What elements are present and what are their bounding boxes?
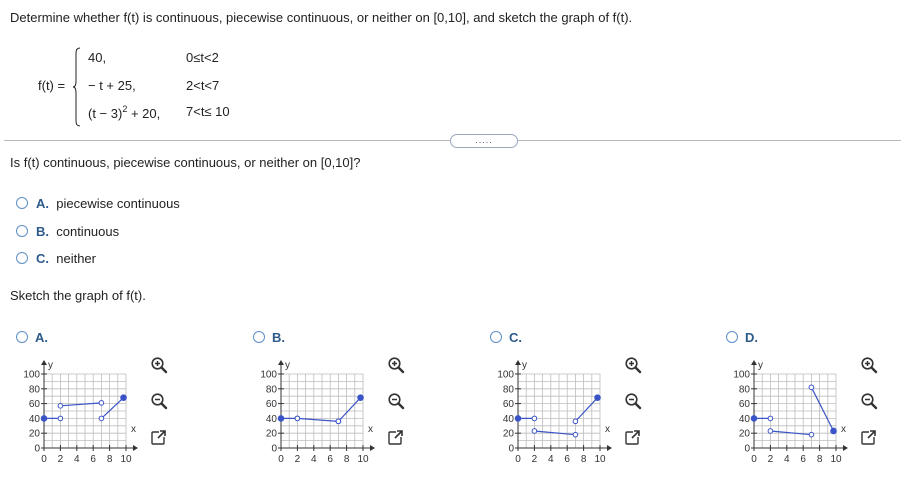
y-axis-arrow bbox=[278, 360, 284, 365]
y-tick-label: 0 bbox=[34, 443, 40, 455]
piece-1-expr: 40, bbox=[88, 50, 107, 65]
grid bbox=[518, 374, 600, 448]
series-line bbox=[338, 398, 360, 422]
zoom-in-icon-d[interactable] bbox=[860, 356, 878, 374]
x-tick-label: 2 bbox=[767, 454, 774, 465]
part1-question: Is f(t) continuous, piecewise continuous, or neither on [0,10]? bbox=[10, 155, 361, 170]
open-endpoint bbox=[532, 416, 537, 421]
expand-icon-d[interactable] bbox=[860, 428, 878, 446]
x-tick-label: 2 bbox=[294, 454, 301, 465]
graph-option-a bbox=[20, 350, 160, 470]
x-tick-label: 2 bbox=[531, 454, 538, 465]
open-endpoint bbox=[99, 416, 104, 421]
y-tick-label: 60 bbox=[28, 399, 40, 411]
x-tick-label: 10 bbox=[120, 454, 132, 465]
x-tick-label: 2 bbox=[57, 454, 64, 465]
x-tick-label: 10 bbox=[830, 454, 842, 465]
y-tick-label: 20 bbox=[28, 428, 40, 440]
open-endpoint bbox=[58, 404, 63, 409]
y-tick-label: 80 bbox=[502, 384, 514, 396]
piece-3-condition: 7<t≤ 10 bbox=[186, 104, 230, 119]
x-axis-label: x bbox=[368, 424, 373, 435]
y-tick-label: 40 bbox=[28, 413, 40, 425]
y-tick-label: 20 bbox=[265, 428, 277, 440]
expand-button[interactable]: ..... bbox=[450, 134, 518, 148]
y-tick-label: 100 bbox=[23, 369, 40, 381]
series-2 bbox=[58, 401, 104, 409]
open-endpoint bbox=[573, 419, 578, 424]
y-axis-arrow bbox=[515, 360, 521, 365]
question-prompt: Determine whether f(t) is continuous, piecewise continuous, or neither on [0,10], and sketch the graph of f(t). bbox=[10, 10, 633, 25]
y-axis-arrow bbox=[751, 360, 757, 365]
x-axis-label: x bbox=[841, 424, 846, 435]
series-line bbox=[575, 398, 597, 422]
y-tick-label: 60 bbox=[265, 399, 277, 411]
left-brace bbox=[73, 47, 81, 127]
series-2 bbox=[295, 416, 341, 424]
x-tick-label: 6 bbox=[327, 454, 333, 465]
open-endpoint bbox=[809, 385, 814, 390]
expand-icon-b[interactable] bbox=[387, 428, 405, 446]
series-line bbox=[297, 418, 338, 421]
x-tick-label: 8 bbox=[343, 454, 350, 465]
x-axis-label: x bbox=[605, 424, 610, 435]
y-tick-label: 100 bbox=[260, 369, 277, 381]
open-endpoint bbox=[768, 416, 773, 421]
y-axis-label: y bbox=[285, 360, 290, 371]
expand-icon-a[interactable] bbox=[150, 428, 168, 446]
radio-part1-a[interactable] bbox=[16, 197, 28, 209]
y-axis-label: y bbox=[48, 360, 53, 371]
series-3 bbox=[99, 395, 126, 421]
open-endpoint bbox=[809, 432, 814, 437]
open-endpoint bbox=[99, 401, 104, 406]
x-axis-arrow bbox=[607, 445, 612, 451]
x-tick-label: 0 bbox=[751, 454, 757, 465]
y-tick-label: 60 bbox=[738, 399, 750, 411]
open-endpoint bbox=[336, 419, 341, 424]
zoom-out-icon-d[interactable] bbox=[860, 392, 878, 410]
y-axis-label: y bbox=[522, 360, 527, 371]
x-axis-arrow bbox=[133, 445, 138, 451]
zoom-in-icon-c[interactable] bbox=[624, 356, 642, 374]
y-tick-label: 100 bbox=[733, 369, 750, 381]
y-tick-label: 100 bbox=[497, 369, 514, 381]
y-tick-label: 80 bbox=[738, 384, 750, 396]
closed-endpoint bbox=[121, 395, 127, 401]
radio-part2-c[interactable] bbox=[490, 331, 502, 343]
x-tick-label: 6 bbox=[800, 454, 806, 465]
part2-option-a-label[interactable]: A. bbox=[35, 330, 48, 345]
x-axis-arrow bbox=[843, 445, 848, 451]
y-tick-label: 20 bbox=[502, 428, 514, 440]
piece-1-condition: 0≤t<2 bbox=[186, 50, 219, 65]
series-3 bbox=[809, 385, 836, 434]
x-tick-label: 10 bbox=[594, 454, 606, 465]
radio-part2-b[interactable] bbox=[253, 331, 265, 343]
series-line bbox=[811, 387, 833, 431]
zoom-out-icon-c[interactable] bbox=[624, 392, 642, 410]
y-tick-label: 40 bbox=[738, 413, 750, 425]
x-tick-label: 0 bbox=[41, 454, 47, 465]
graph-option-c bbox=[494, 350, 634, 470]
closed-endpoint bbox=[358, 395, 364, 401]
x-tick-label: 4 bbox=[74, 454, 80, 465]
expand-icon-c[interactable] bbox=[624, 428, 642, 446]
zoom-in-icon-a[interactable] bbox=[150, 356, 168, 374]
y-tick-label: 0 bbox=[271, 443, 277, 455]
radio-part1-b[interactable] bbox=[16, 225, 28, 237]
function-label: f(t) = bbox=[38, 78, 66, 93]
x-tick-label: 8 bbox=[106, 454, 113, 465]
open-endpoint bbox=[532, 429, 537, 434]
closed-endpoint bbox=[751, 416, 757, 422]
part1-option-c[interactable]: C. neither bbox=[36, 251, 96, 266]
y-tick-label: 60 bbox=[502, 399, 514, 411]
y-axis-arrow bbox=[41, 360, 47, 365]
part2-option-d-label[interactable]: D. bbox=[745, 330, 758, 345]
series-line bbox=[101, 398, 123, 419]
grid bbox=[281, 374, 363, 448]
closed-endpoint bbox=[831, 428, 837, 434]
x-tick-label: 10 bbox=[357, 454, 369, 465]
closed-endpoint bbox=[595, 395, 601, 401]
grid bbox=[44, 374, 126, 448]
y-tick-label: 40 bbox=[502, 413, 514, 425]
y-tick-label: 40 bbox=[265, 413, 277, 425]
closed-endpoint bbox=[515, 416, 521, 422]
x-tick-label: 6 bbox=[90, 454, 96, 465]
zoom-out-icon-a[interactable] bbox=[150, 392, 168, 410]
graph-option-d bbox=[730, 350, 870, 470]
x-tick-label: 4 bbox=[784, 454, 790, 465]
x-tick-label: 4 bbox=[311, 454, 317, 465]
y-tick-label: 0 bbox=[744, 443, 750, 455]
x-tick-label: 8 bbox=[580, 454, 587, 465]
y-tick-label: 80 bbox=[265, 384, 277, 396]
part2-option-b-label[interactable]: B. bbox=[272, 330, 285, 345]
radio-part2-d[interactable] bbox=[726, 331, 738, 343]
piece-3-expr: $(t - 3)^2 + 20$, bbox=[88, 104, 161, 121]
radio-part1-c[interactable] bbox=[16, 252, 28, 264]
piece-2-condition: 2<t<7 bbox=[186, 78, 220, 93]
open-endpoint bbox=[768, 429, 773, 434]
part2-question: Sketch the graph of f(t). bbox=[10, 288, 146, 303]
x-tick-label: 6 bbox=[564, 454, 570, 465]
y-tick-label: 20 bbox=[738, 428, 750, 440]
x-tick-label: 8 bbox=[816, 454, 823, 465]
y-tick-label: 0 bbox=[508, 443, 514, 455]
x-tick-label: 0 bbox=[278, 454, 284, 465]
open-endpoint bbox=[58, 416, 63, 421]
x-axis-arrow bbox=[370, 445, 375, 451]
open-endpoint bbox=[573, 432, 578, 437]
part1-option-a[interactable]: A. piecewise continuous bbox=[36, 196, 180, 211]
piece-2-expr: − t + 25, bbox=[88, 78, 136, 93]
closed-endpoint bbox=[278, 416, 284, 422]
zoom-out-icon-b[interactable] bbox=[387, 392, 405, 410]
radio-part2-a[interactable] bbox=[16, 331, 28, 343]
y-axis-label: y bbox=[758, 360, 763, 371]
series-3 bbox=[573, 395, 600, 424]
open-endpoint bbox=[295, 416, 300, 421]
part1-option-b[interactable]: B. continuous bbox=[36, 224, 120, 239]
y-tick-label: 80 bbox=[28, 384, 40, 396]
zoom-in-icon-b[interactable] bbox=[387, 356, 405, 374]
graph-option-b bbox=[257, 350, 397, 470]
closed-endpoint bbox=[41, 416, 47, 422]
part2-option-c-label[interactable]: C. bbox=[509, 330, 522, 345]
x-tick-label: 0 bbox=[515, 454, 521, 465]
series-3 bbox=[336, 395, 363, 424]
x-tick-label: 4 bbox=[548, 454, 554, 465]
x-axis-label: x bbox=[131, 424, 136, 435]
